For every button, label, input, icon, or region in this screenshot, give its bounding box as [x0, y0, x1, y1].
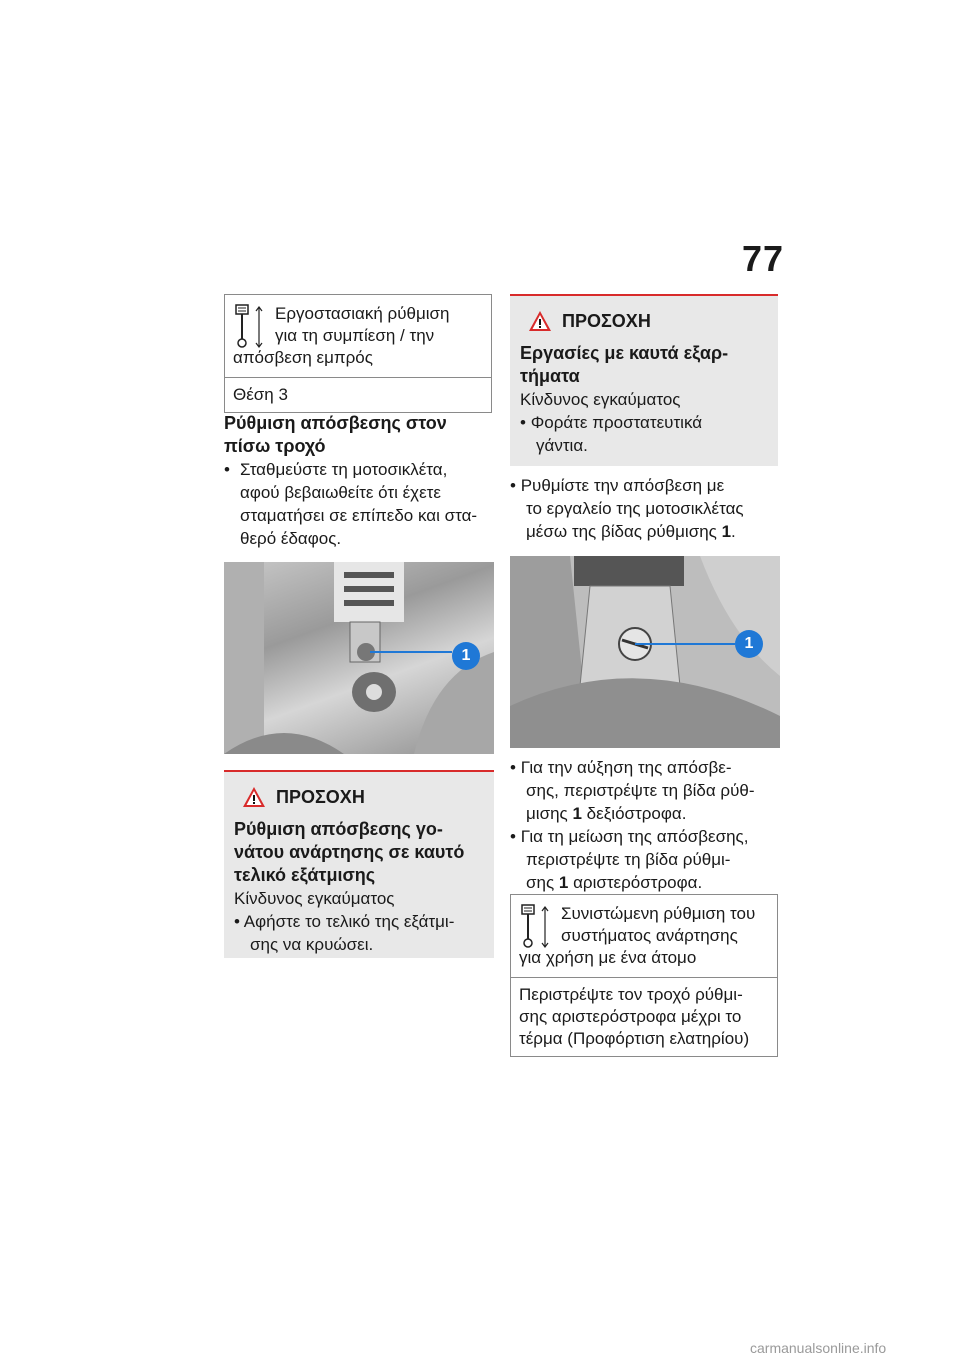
rear-shock-photo — [224, 562, 494, 754]
bullet-park-l2: αφού βεβαιωθείτε ότι έχετε — [240, 483, 441, 502]
left-warning-heading-l2: νάτου ανάρτησης σε καυτό — [234, 842, 465, 862]
rear-callout-leader — [370, 651, 452, 653]
bullet-decrease-l3: σης 1 αριστερόστροφα. — [526, 873, 703, 892]
recommended-value-l3: τέρμα (Προφόρτιση ελατηρίου) — [519, 1029, 750, 1048]
recommended-setting-box — [510, 894, 778, 1057]
right-warning-box — [510, 294, 778, 466]
factory-setting-value: Θέση 3 — [225, 377, 491, 412]
right-warning-title — [528, 310, 768, 332]
bullet-adjust-l1: • Ρυθμίστε την απόσβεση με — [510, 476, 725, 495]
bullet-increase-l1: • Για την αύξηση της απόσβε- — [510, 758, 732, 777]
right-warning-label: ΠΡΟΣΟΧΗ — [562, 310, 651, 331]
right-warning-risk: Κίνδυνος εγκαύματος — [520, 390, 681, 409]
rotation-instructions — [510, 756, 780, 894]
left-warning-bullet-l1: • Αφήστε το τελικό της εξάτμι- — [234, 912, 455, 931]
bullet-park-l3: σταματήσει σε επίπεδο και στα- — [240, 506, 478, 525]
right-warning-bullet-l2: γάντια. — [536, 436, 588, 455]
recommended-title-l2: συστήματος ανάρτησης — [561, 926, 738, 945]
recommended-value-l2: σης αριστερόστροφα μέχρι το — [519, 1007, 742, 1026]
left-warning-risk: Κίνδυνος εγκαύματος — [234, 889, 395, 908]
bullet-park-l1: • Σταθμεύστε τη μοτοσικλέτα, — [224, 458, 494, 481]
shock-absorber-icon — [519, 903, 553, 951]
screw-ref-num: 1 — [558, 873, 569, 892]
left-warning-box — [224, 770, 494, 958]
warning-triangle-icon — [242, 786, 266, 808]
bullet-park-l4: θερό έδαφος. — [240, 529, 342, 548]
rear-damping-section — [224, 412, 494, 550]
bullet-adjust-l3: μέσω της βίδας ρύθμισης 1. — [526, 522, 736, 541]
screw-ref-num: 1 — [721, 522, 732, 541]
left-warning-title — [242, 786, 484, 808]
recommended-title-l1: Συνιστώμενη ρύθμιση του — [561, 904, 756, 923]
watermark-footer[interactable]: carmanualsonline.info — [750, 1340, 887, 1356]
rear-damping-bullets — [224, 458, 494, 481]
bullet-increase-l3: μισης 1 δεξιόστροφα. — [526, 804, 687, 823]
screw-callout-1: 1 — [735, 630, 763, 658]
bullet-increase-l2: σης, περιστρέψτε τη βίδα ρύθ- — [526, 781, 755, 800]
factory-setting-box — [224, 294, 492, 413]
factory-setting-title-l3: απόσβεση εμπρός — [233, 348, 373, 367]
adjust-damping-section — [510, 474, 780, 543]
rear-damping-heading-l1: Ρύθμιση απόσβεσης στον — [224, 413, 447, 433]
factory-setting-title-l1: Εργοστασιακή ρύθμιση — [275, 304, 450, 323]
screw-callout-leader — [635, 643, 735, 645]
screw-ref-num: 1 — [572, 804, 582, 823]
right-warning-heading-l2: τήματα — [520, 366, 580, 386]
bullet-decrease-l2: περιστρέψτε τη βίδα ρύθμι- — [526, 850, 731, 869]
recommended-value-l1: Περιστρέψτε τον τροχό ρύθμι- — [519, 985, 743, 1004]
left-warning-bullet-l2: σης να κρυώσει. — [250, 935, 374, 954]
warning-triangle-icon — [528, 310, 552, 332]
factory-setting-header — [225, 295, 491, 377]
bullet-decrease-l1: • Για τη μείωση της απόσβεσης, — [510, 827, 749, 846]
rear-damping-heading-l2: πίσω τροχό — [224, 436, 326, 456]
recommended-setting-header — [511, 895, 777, 977]
shock-absorber-icon — [233, 303, 267, 351]
adjuster-screw-photo — [510, 556, 780, 748]
factory-setting-title-l2: για τη συμπίεση / την — [275, 326, 435, 345]
recommended-setting-value — [511, 977, 777, 1056]
recommended-title-l3: για χρήση με ένα άτομο — [519, 948, 697, 967]
left-warning-label: ΠΡΟΣΟΧΗ — [276, 786, 365, 807]
left-warning-heading-l1: Ρύθμιση απόσβεσης γο- — [234, 819, 443, 839]
rear-callout-1: 1 — [452, 642, 480, 670]
page-number: 77 — [742, 238, 785, 279]
right-warning-heading-l1: Εργασίες με καυτά εξαρ- — [520, 343, 729, 363]
right-warning-bullet-l1: • Φοράτε προστατευτικά — [520, 413, 703, 432]
bullet-adjust-l2: το εργαλείο της μοτοσικλέτας — [526, 499, 744, 518]
left-warning-heading-l3: τελικό εξάτμισης — [234, 865, 376, 885]
